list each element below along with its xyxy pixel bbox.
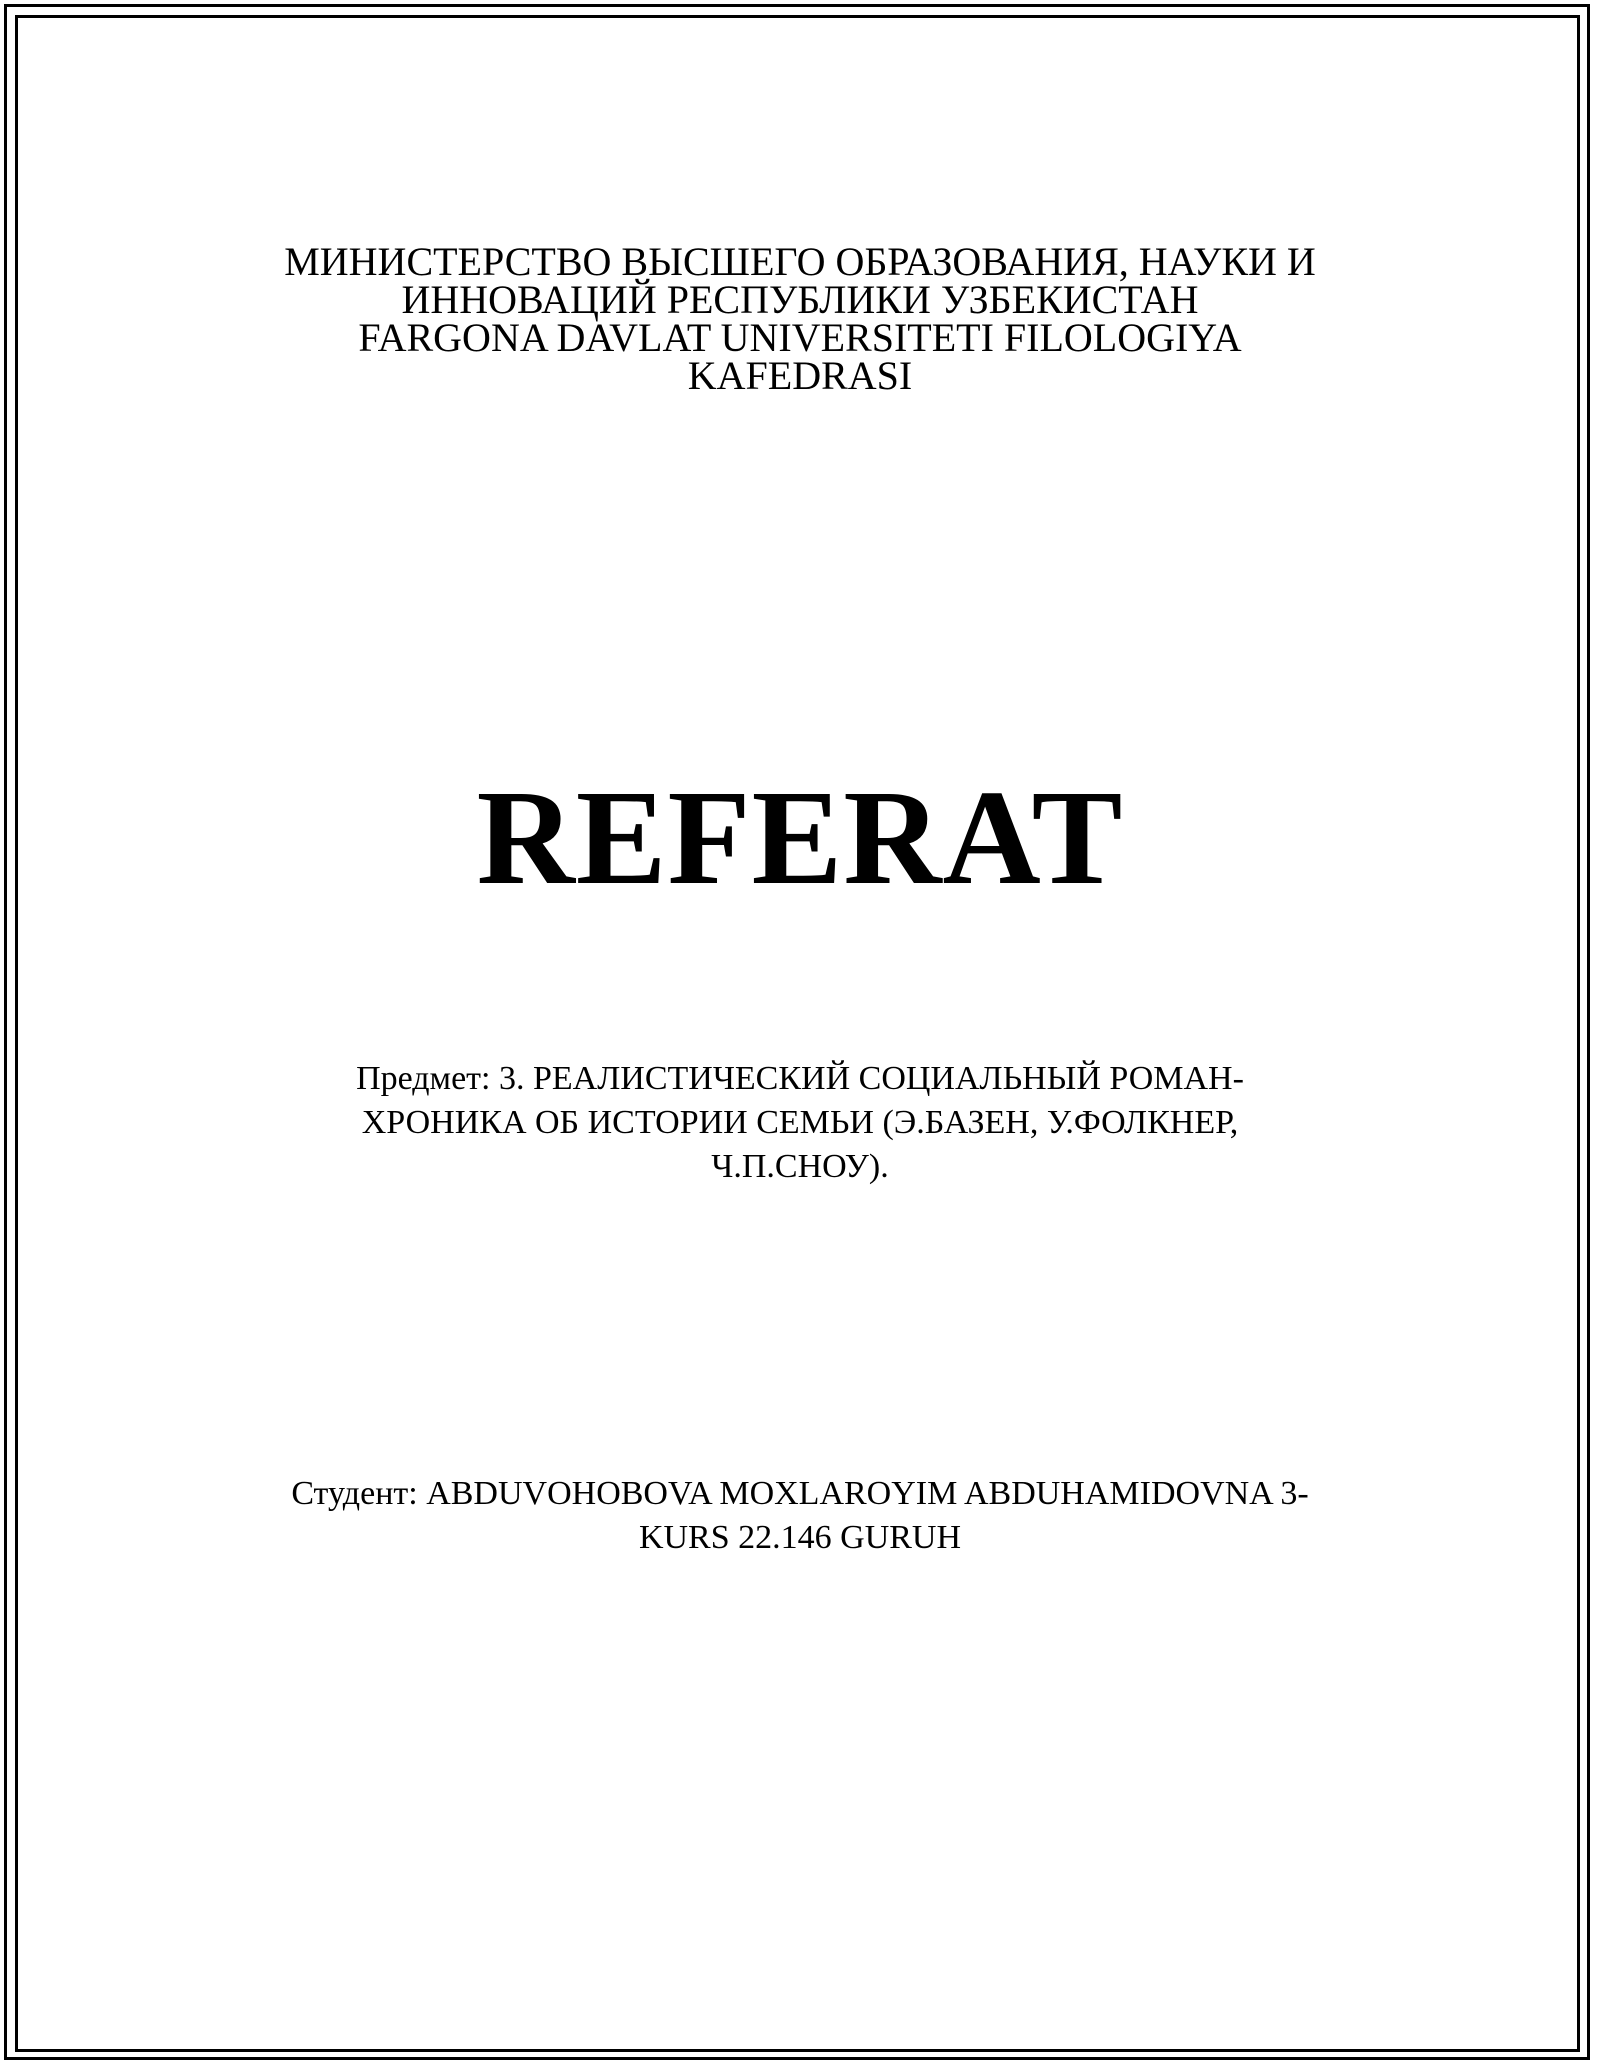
subject-line: Ч.П.СНОУ). xyxy=(711,1148,889,1185)
student-line: Студент: ABDUVOHOBOVA MOXLAROYIM ABDUHAMIDOVNA 3- xyxy=(291,1475,1309,1512)
subject-line: Предмет: 3. РЕАЛИСТИЧЕСКИЙ СОЦИАЛЬНЫЙ РОМАН- xyxy=(356,1060,1244,1097)
document-title: REFERAT xyxy=(476,763,1124,913)
header-line: ИННОВАЦИЙ РЕСПУБЛИКИ УЗБЕКИСТАН xyxy=(401,277,1199,322)
student-line: KURS 22.146 GURUH xyxy=(638,1519,962,1556)
student-block xyxy=(0,1472,1600,1560)
subject-block xyxy=(0,1057,1600,1189)
subject-line: ХРОНИКА ОБ ИСТОРИИ СЕМЬИ (Э.БАЗЕН, У.ФОЛКНЕР, xyxy=(361,1104,1239,1141)
header-line: FARGONA DAVLAT UNIVERSITETI FILOLOGIYA xyxy=(358,315,1242,360)
header-line: KAFEDRASI xyxy=(687,353,913,398)
institution-header xyxy=(0,239,1600,398)
header-line: МИНИСТЕРСТВО ВЫСШЕГО ОБРАЗОВАНИЯ, НАУКИ И xyxy=(284,239,1316,284)
